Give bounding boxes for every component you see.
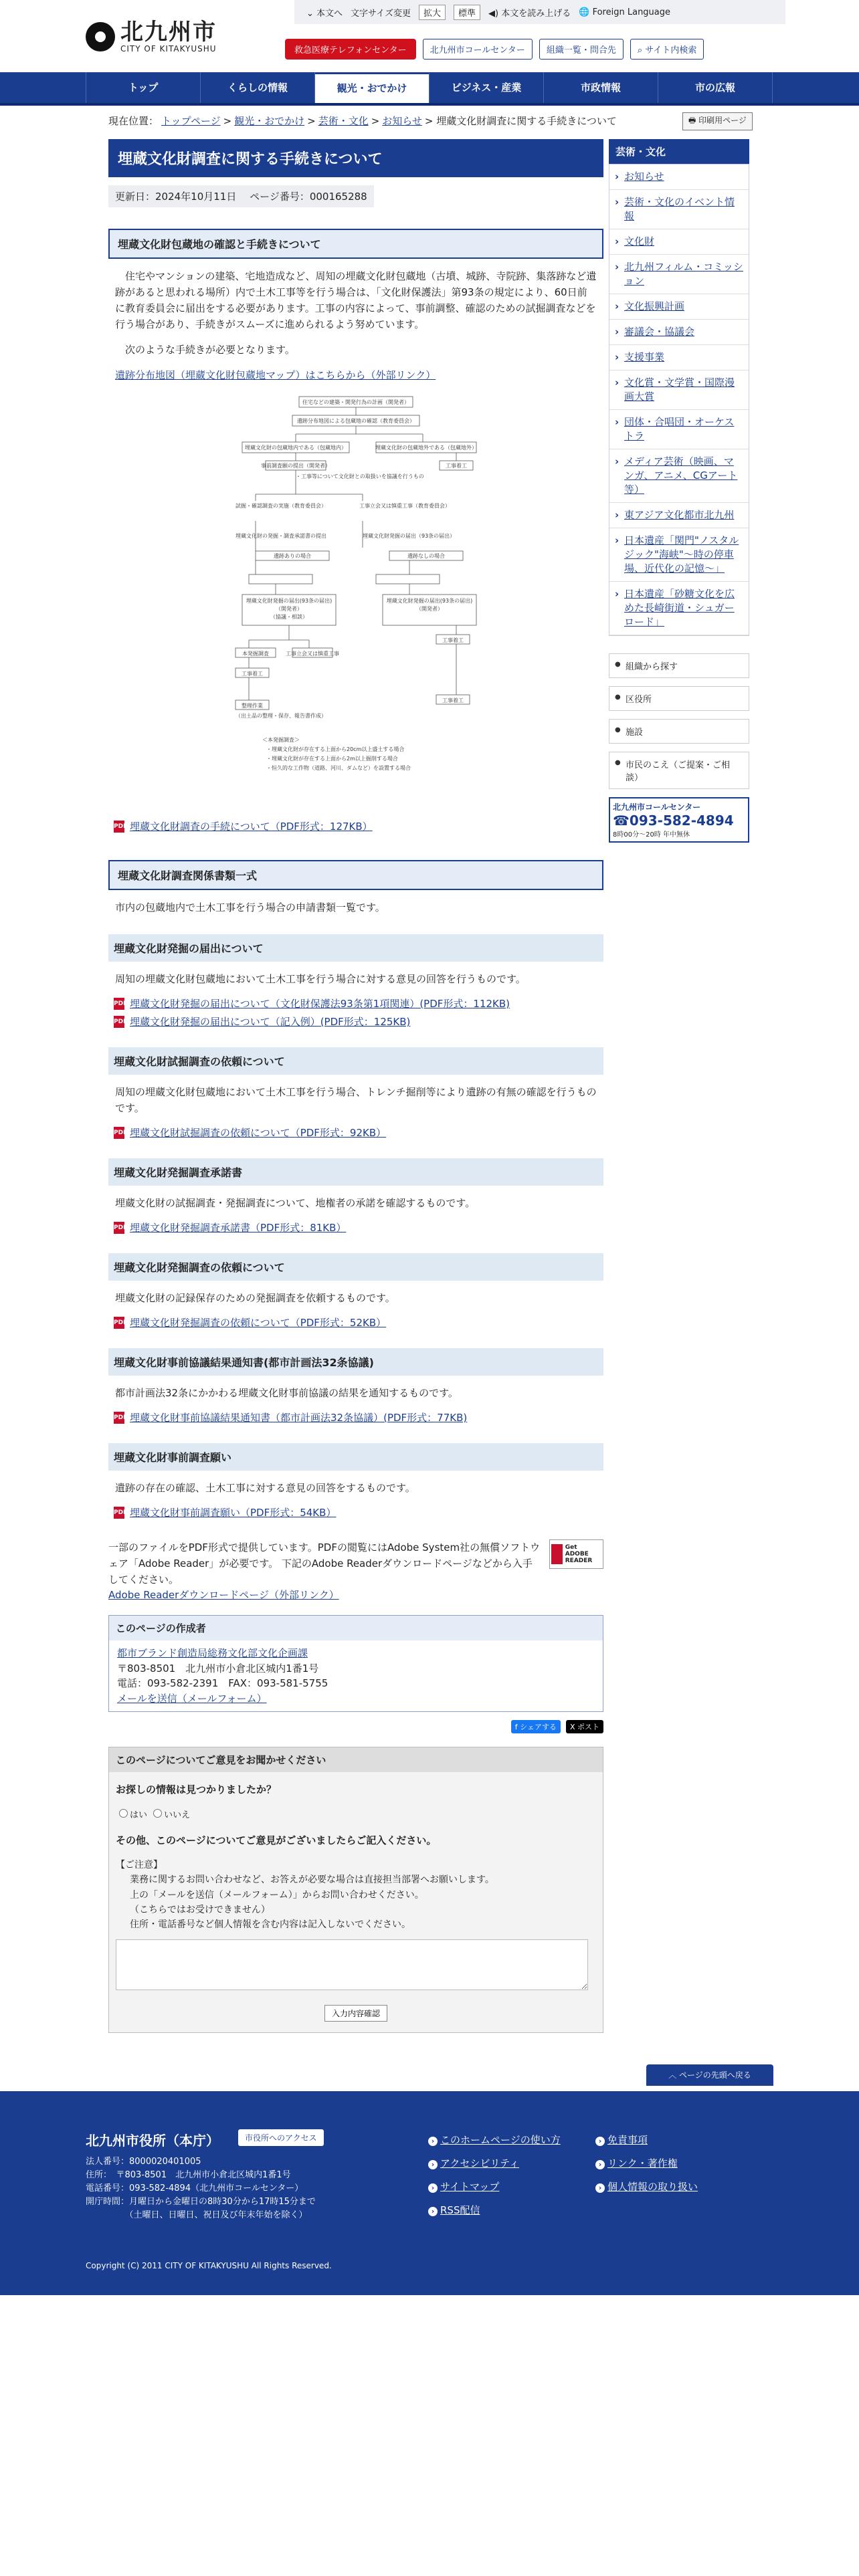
paragraph: 市内の包蔵地内で土木工事を行う場合の申請書類一覧です。 — [115, 901, 385, 914]
sidebar-item[interactable]: › 文化振興計画 — [609, 294, 749, 320]
breadcrumb-current: 埋蔵文化財調査に関する手続きについて — [436, 115, 617, 127]
pdf-link-item[interactable] — [114, 1220, 598, 1235]
footer-line: 電話番号：093-582-4894（北九州市コールセンター） — [86, 2183, 304, 2193]
footer-line: （土曜日、日曜日、祝日及び年末年始を除く） — [86, 2210, 308, 2220]
footer-line: 開庁時間：月曜日から金曜日の8時30分から17時15分まで — [86, 2197, 316, 2207]
sidebar-box-voice[interactable]: ● 市民のこえ（ご提案・ご相談） — [609, 752, 749, 789]
flow-node: 試掘・確認調査の実施（教育委員会） — [235, 503, 326, 509]
flow-node: （協議・相談） — [270, 614, 308, 620]
note-heading: 【ご注意】 — [116, 1859, 163, 1870]
share-buttons — [108, 1720, 603, 1733]
gnav-top[interactable]: トップ — [86, 72, 201, 103]
sidebar-item[interactable]: › 東アジア文化都市北九州 — [609, 503, 749, 528]
font-size-label: 文字サイズ変更 — [351, 8, 411, 19]
gnav-tourism[interactable]: 観光・おでかけ — [315, 72, 430, 103]
flow-note: ・埋蔵文化財が存在する上面から2m以上掘削する場合 — [266, 756, 398, 762]
footer-links — [428, 2133, 729, 2217]
flow-node: 埋蔵文化財発掘の届出(93条の届出) — [246, 598, 332, 604]
breadcrumb-item[interactable]: 芸術・文化 — [318, 115, 369, 127]
sidebar-item[interactable]: › メディア芸術（映画、マンガ、アニメ、CGアート等） — [609, 449, 749, 503]
foreign-language-button[interactable]: 🌐 Foreign Language — [579, 7, 671, 17]
footer-line: 住所： 〒803-8501 北九州市小倉北区城内1番1号 — [86, 2170, 291, 2180]
pdf-link[interactable]: 埋蔵文化財試掘調査の依頼について（PDF形式：92KB） — [130, 1127, 387, 1139]
pdf-link[interactable]: 埋蔵文化財調査の手続について（PDF形式：127KB） — [130, 821, 373, 833]
page-author-box — [108, 1615, 603, 1712]
feedback-textarea[interactable] — [116, 1939, 588, 1990]
breadcrumb: 現在位置： トップページ > 観光・おでかけ > 芸術・文化 > お知らせ > 埋蔵文化財調査に関する手続きについて — [108, 115, 617, 127]
facebook-share-button[interactable]: f シェアする — [511, 1720, 561, 1733]
pdf-icon: PDF — [114, 1507, 124, 1519]
copyright: Copyright (C) 2011 CITY OF KITAKYUSHU All Rights Reserved. — [86, 2261, 332, 2270]
call-center-title: 北九州市コールセンター — [613, 802, 701, 812]
feedback-question: お探しの情報は見つかりましたか？ — [116, 1784, 277, 1796]
chevron-up-icon: ︿ — [668, 2070, 677, 2080]
doc-description: 埋蔵文化財の試掘調査・発掘調査について、地権者の承諾を確認するものです。 — [115, 1197, 476, 1209]
x-post-button[interactable]: X ポスト — [566, 1720, 603, 1733]
gnav-city-info[interactable]: 市政情報 — [544, 72, 658, 103]
site-logo[interactable] — [86, 20, 217, 53]
header-buttons — [285, 39, 704, 60]
site-header — [0, 0, 859, 72]
footer-link[interactable]: › RSS配信 — [428, 2203, 595, 2217]
pdf-link[interactable]: 埋蔵文化財発掘の届出について（文化財保護法93条第1項関連）(PDF形式：112KB) — [130, 998, 510, 1010]
feedback-heading: このページについてご意見をお聞かせください — [109, 1747, 603, 1772]
read-aloud-button[interactable]: ◀) 本文を読み上げる — [488, 8, 571, 19]
call-center-number: ☎093-582-4894 — [613, 813, 734, 829]
acrobat-text: 一部のファイルをPDF形式で提供しています。PDFの閲覧にはAdobe System社の無償ソフトウェア「Adobe Reader」が必要です。 下記のAdobe Readerダウンロードページなどから入手してください。 — [108, 1541, 541, 1586]
pdf-icon: PDF — [114, 1412, 124, 1424]
pdf-icon: PDF — [114, 1317, 124, 1329]
sidebar-item[interactable]: › 北九州フィルム・コミッション — [609, 255, 749, 294]
flow-node: 住宅などの建築・開発行為の計画（開発者） — [302, 399, 409, 405]
footer-link[interactable]: › リンク・著作権 — [595, 2156, 729, 2170]
flow-node: 遺跡なしの場合 — [407, 553, 445, 559]
search-icon: ⌕ — [637, 45, 643, 56]
flow-node: 工事着工 — [242, 671, 263, 677]
flow-node: 工事着工 — [442, 697, 464, 704]
acrobat-download-link[interactable]: Adobe Readerダウンロードページ（外部リンク） — [108, 1589, 339, 1601]
pdf-icon: PDF — [114, 821, 124, 833]
author-address: 〒803-8501 北九州市小倉北区城内1番1号 — [117, 1662, 319, 1675]
gnav-business[interactable]: ビジネス・産業 — [430, 72, 544, 103]
flow-node: 埋蔵文化財の発掘・調査承諾書の提出 — [235, 533, 326, 539]
sidebar-box-facility[interactable]: ● 施設 — [609, 719, 749, 744]
footer-line: 法人番号：8000020401005 — [86, 2157, 201, 2167]
pdf-icon: PDF — [114, 1222, 124, 1234]
doc-description: 遺跡の存在の確認、土木工事に対する意見の回答をするものです。 — [115, 1482, 415, 1494]
logo-title: 北九州市 — [120, 19, 217, 45]
font-size-large-button[interactable]: 拡大 — [419, 5, 446, 20]
doc-description: 都市計画法32条にかかわる埋蔵文化財事前協議の結果を通知するものです。 — [115, 1387, 458, 1399]
flow-node: 工事立会又は慎重工事 — [286, 651, 339, 657]
adobe-reader-icon — [551, 1544, 562, 1564]
pdf-link-item[interactable] — [114, 1505, 598, 1519]
doc-heading: 埋蔵文化財事前調査願い — [108, 1443, 603, 1471]
flow-node: 事前調査願の提出（開発者） — [261, 463, 330, 469]
gnav-pr[interactable]: 市の広報 — [658, 72, 773, 103]
flow-node: 工事立会又は慎重工事（教育委員会） — [359, 503, 450, 509]
flow-node: 本発掘調査 — [242, 651, 269, 657]
sidebar-item[interactable]: › 芸術・文化のイベント情報 — [609, 190, 749, 229]
procedure-flowchart — [229, 394, 483, 815]
note-line: 上の「メールを送信（メールフォーム）」からお問い合わせください。 — [130, 1889, 424, 1901]
sidebar-box-org[interactable]: ● 組織から探す — [609, 653, 749, 678]
feedback-question: その他、このページについてご意見がございましたらご記入ください。 — [116, 1834, 437, 1846]
sidebar-item[interactable]: › お知らせ — [609, 165, 749, 190]
pdf-link[interactable]: 埋蔵文化財発掘調査承諾書（PDF形式：81KB） — [130, 1222, 347, 1234]
org-list-button[interactable]: 組織一覧・問合先 — [539, 39, 624, 60]
city-emblem-icon — [86, 22, 115, 51]
doc-description: 埋蔵文化財の記録保存のための発掘調査を依頼するものです。 — [115, 1292, 395, 1304]
feedback-form — [108, 1747, 603, 2033]
call-center-button[interactable]: 北九州市コールセンター — [423, 39, 533, 60]
doc-heading: 埋蔵文化財発掘調査の依頼について — [108, 1253, 603, 1281]
gnav-life[interactable]: くらしの情報 — [201, 72, 315, 103]
paragraph: 住宅やマンションの建築、宅地造成など、周知の埋蔵文化財包蔵地（古墳、城跡、寺院跡、集落跡など遺跡があると思われる場所）内で土木工事等を行う場合は、「文化財保護法」第93条の規定により、60日前に教育委員会に届出をする必要があります。工事の内容によって、事前調整、確認のための試掘調査などを行う場合があり、手続きがスムーズに進められるよう努めています。 — [115, 270, 597, 330]
flow-node: 埋蔵文化財の包蔵地内である（包蔵地内） — [245, 445, 347, 451]
doc-description: 周知の埋蔵文化財包蔵地において土木工事を行う場合に対する意見の回答を行うものです。 — [115, 973, 526, 985]
sidebar — [609, 139, 749, 843]
get-adobe-reader-badge[interactable] — [549, 1539, 603, 1569]
sidebar-item[interactable]: › 文化財 — [609, 229, 749, 255]
doc-heading: 埋蔵文化財発掘調査承諾書 — [108, 1158, 603, 1186]
font-size-standard-button[interactable]: 標準 — [454, 5, 480, 20]
flow-note: （出土品の整理・保存、報告書作成） — [235, 713, 326, 719]
site-map-link[interactable]: 遺跡分布地図（埋蔵文化財包蔵地マップ）はこちらから（外部リンク） — [115, 369, 436, 381]
doc-heading: 埋蔵文化財発掘の届出について — [108, 934, 603, 962]
footer-link[interactable]: › このホームページの使い方 — [428, 2133, 595, 2147]
update-info: 更新日：2024年10月11日 ページ番号：000165288 — [108, 185, 374, 207]
paragraph: 次のような手続きが必要となります。 — [125, 344, 295, 356]
pdf-link-item[interactable] — [114, 1410, 598, 1424]
note-line: 住所・電話番号など個人情報を含む内容は記入しないでください。 — [130, 1919, 411, 1931]
page-title: 埋蔵文化財調査に関する手続きについて — [108, 139, 603, 177]
phone-icon: ☎ — [613, 813, 630, 829]
adobe-badge-text: Get ADOBE READER — [565, 1544, 593, 1564]
logo-subtitle: CITY OF KITAKYUSHU — [120, 44, 217, 53]
feedback-no-label: いいえ — [164, 1810, 191, 1820]
breadcrumb-label: 現在位置： — [108, 115, 159, 127]
breadcrumb-item[interactable]: トップページ — [161, 115, 221, 127]
flow-node: 埋蔵文化財発掘の届出(93条の届出) — [386, 598, 473, 604]
main-content — [108, 139, 603, 2033]
flow-node: 整理作業 — [242, 703, 263, 709]
feedback-yes-radio[interactable] — [119, 1809, 128, 1818]
skip-to-content-link[interactable]: ⌄ 本文へ — [306, 8, 343, 19]
note-line: 業務に関するお問い合わせなど、お答えが必要な場合は直接担当部署へお願いします。 — [130, 1874, 494, 1886]
pdf-link[interactable]: 埋蔵文化財発掘調査の依頼について（PDF形式：52KB） — [130, 1317, 387, 1329]
doc-heading: 埋蔵文化財事前協議結果通知書(都市計画法32条協議) — [108, 1348, 603, 1376]
feedback-submit-button[interactable]: 入力内容確認 — [324, 2005, 387, 2022]
flow-note: ・埋蔵文化財が存在する上面から20cm以上盛土する場合 — [266, 746, 405, 752]
doc-heading: 埋蔵文化財試掘調査の依頼について — [108, 1047, 603, 1075]
call-center-banner[interactable] — [609, 797, 749, 843]
note-line: （こちらではお受けできません） — [130, 1904, 270, 1915]
pdf-link-item[interactable] — [114, 819, 598, 833]
flow-node: （開発者） — [416, 606, 443, 612]
author-mail-link[interactable]: メールを送信（メールフォーム） — [117, 1692, 267, 1705]
pdf-link-item[interactable] — [114, 996, 598, 1010]
acrobat-notice — [108, 1539, 603, 1602]
flow-note: ＜本発掘調査＞ — [262, 737, 300, 743]
flow-node: 工事着工 — [442, 637, 464, 643]
global-nav — [0, 72, 859, 106]
section-heading: 埋蔵文化財包蔵地の確認と手続きについて — [108, 229, 603, 259]
flow-note: ・恒久的な工作物（道路、河川、ダムなど）を設置する場合 — [266, 765, 411, 771]
pdf-link[interactable]: 埋蔵文化財発掘の届出について（記入例）(PDF形式：125KB) — [130, 1016, 411, 1028]
breadcrumb-item[interactable]: お知らせ — [382, 115, 422, 127]
feedback-yes-label: はい — [130, 1810, 148, 1820]
sidebar-item[interactable]: › 文化賞・文学賞・国際漫画大賞 — [609, 370, 749, 410]
sidebar-heading: 芸術・文化 — [609, 139, 749, 164]
sidebar-box-ward[interactable]: ● 区役所 — [609, 686, 749, 711]
pdf-icon: PDF — [114, 1127, 124, 1139]
pdf-link-item[interactable] — [114, 1315, 598, 1329]
flow-node: 遺跡ありの場合 — [274, 553, 311, 559]
flow-node: 工事着工 — [446, 463, 467, 469]
print-button[interactable]: 🖶 印刷用ページ — [682, 112, 753, 130]
flow-node: 埋蔵文化財発掘の届出（93条の届出） — [363, 533, 456, 539]
sidebar-item[interactable]: › 日本遺産「砂糖文化を広めた長崎街道・シュガーロード」 — [609, 582, 749, 635]
pdf-link-item[interactable] — [114, 1125, 598, 1140]
footer-link[interactable]: › アクセシビリティ — [428, 2156, 595, 2170]
site-footer — [0, 2091, 859, 2295]
pdf-icon: PDF — [114, 998, 124, 1010]
flow-note: ・工事等について文化財との取扱いを協議を行うもの — [296, 473, 424, 479]
pdf-link[interactable]: 埋蔵文化財事前協議結果通知書（都市計画法32条協議）(PDF形式：77KB) — [130, 1412, 468, 1424]
author-heading: このページの作成者 — [109, 1616, 603, 1640]
sidebar-item[interactable]: › 支援事業 — [609, 345, 749, 370]
footer-link[interactable]: › サイトマップ — [428, 2179, 595, 2193]
back-to-top-button[interactable]: ︿ ページの先頭へ戻る — [646, 2064, 773, 2086]
flow-node: 遺跡分布地図による包蔵地の確認（教育委員会） — [297, 418, 415, 424]
section-heading: 埋蔵文化財調査関係書類一式 — [108, 860, 603, 890]
sidebar-item[interactable]: › 審議会・協議会 — [609, 320, 749, 345]
footer-link[interactable]: › 免責事項 — [595, 2133, 729, 2147]
pdf-icon: PDF — [114, 1016, 124, 1028]
site-search-button[interactable]: ⌕ サイト内検索 — [630, 39, 704, 60]
author-dept-link[interactable]: 都市ブランド創造局総務文化部文化企画課 — [117, 1647, 308, 1659]
footer-info — [86, 2155, 316, 2222]
flow-node: 埋蔵文化財の包蔵地外である（包蔵地外） — [375, 445, 477, 451]
sidebar-item[interactable]: › 日本遺産「関門"ノスタルジック"海峡"～時の停車場、近代化の記憶～」 — [609, 528, 749, 582]
author-phone: 電話：093-582-2391 FAX：093-581-5755 — [117, 1677, 328, 1689]
pdf-link[interactable]: 埋蔵文化財事前調査願い（PDF形式：54KB） — [130, 1507, 337, 1519]
utility-bar — [294, 0, 785, 24]
footer-title: 北九州市役所（本庁） — [86, 2133, 219, 2149]
emergency-phone-button[interactable]: 救急医療テレフォンセンター — [285, 39, 416, 60]
breadcrumb-item[interactable]: 観光・おでかけ — [234, 115, 305, 127]
flow-node: （開発者） — [276, 606, 302, 612]
footer-link[interactable]: › 個人情報の取り扱い — [595, 2179, 729, 2193]
feedback-no-radio[interactable] — [153, 1809, 162, 1818]
doc-description: 周知の埋蔵文化財包蔵地において土木工事を行う場合、トレンチ掘削等により遺跡の有無の確認を行うものです。 — [115, 1086, 597, 1114]
sidebar-item[interactable]: › 団体・合唱団・オーケストラ — [609, 410, 749, 449]
footer-access-button[interactable]: 市役所へのアクセス — [238, 2129, 324, 2146]
pdf-link-item[interactable] — [114, 1014, 598, 1029]
call-center-hours: 8時00分～20時 年中無休 — [613, 831, 690, 839]
